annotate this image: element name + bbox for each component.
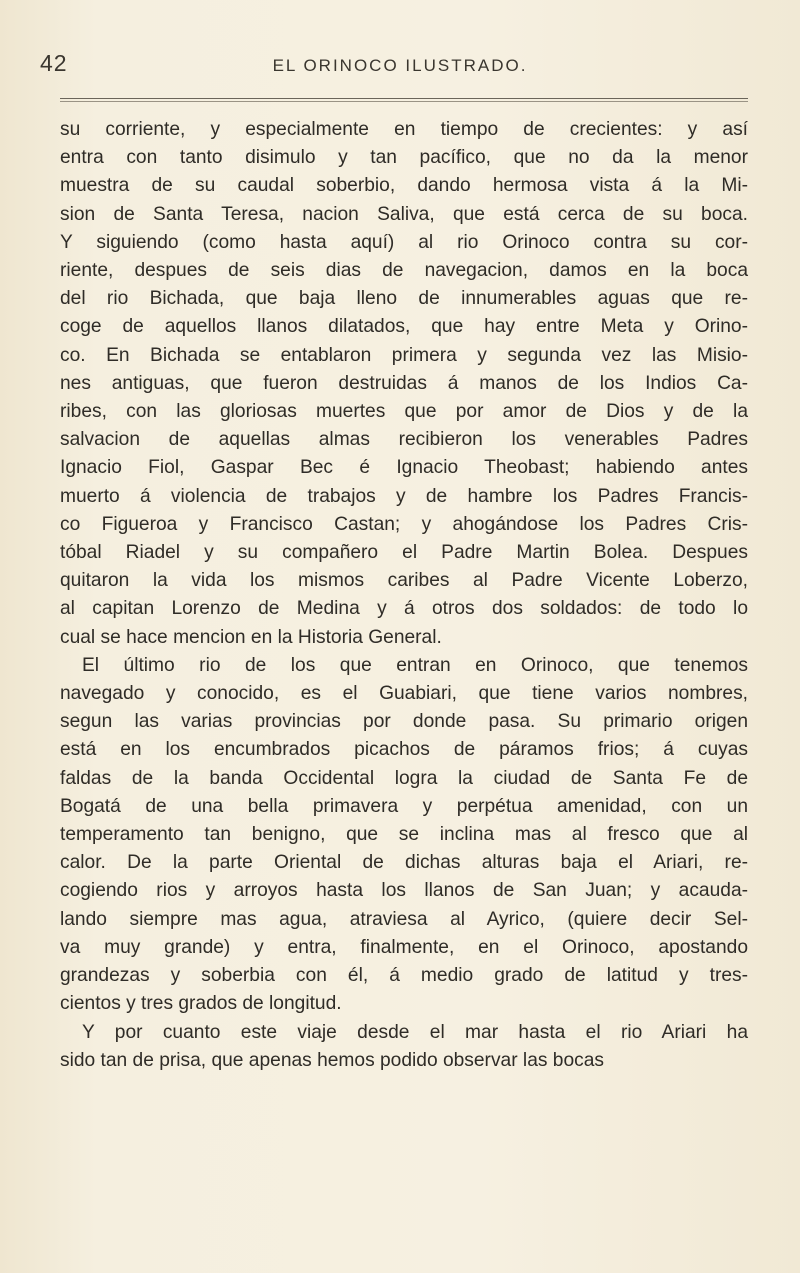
text-line: co Figueroa y Francisco Castan; y ahogándose los Padres Cris- xyxy=(60,513,748,535)
text-line: co. En Bichada se entablaron primera y segunda vez las Misio- xyxy=(60,344,748,366)
text-line: Y por cuanto este viaje desde el mar hasta el rio Ariari ha xyxy=(82,1021,748,1043)
header-rule xyxy=(60,98,748,102)
paragraph xyxy=(60,652,748,1019)
text-line: grandezas y soberbia con él, á medio grado de latitud y tres- xyxy=(60,965,748,987)
text-line: lando siempre mas agua, atraviesa al Ayrico, (quiere decir Sel- xyxy=(60,908,748,930)
text-line: faldas de la banda Occidental logra la ciudad de Santa Fe de xyxy=(60,767,748,789)
text-line: Y siguiendo (como hasta aquí) al rio Orinoco contra su cor- xyxy=(60,231,748,253)
page-header xyxy=(0,46,800,86)
text-line: El último rio de los que entran en Orinoco, que tenemos xyxy=(82,654,748,676)
text-line: Bogatá de una bella primavera y perpétua amenidad, con un xyxy=(60,795,748,817)
text-line: cientos y tres grados de longitud. xyxy=(60,993,342,1015)
text-line: muerto á violencia de trabajos y de hambre los Padres Francis- xyxy=(60,485,748,507)
paragraph xyxy=(60,1019,748,1075)
text-line: salvacion de aquellas almas recibieron los venerables Padres xyxy=(60,429,748,451)
text-line: coge de aquellos llanos dilatados, que hay entre Meta y Orino- xyxy=(60,316,748,338)
text-line: Ignacio Fiol, Gaspar Bec é Ignacio Theobast; habiendo antes xyxy=(60,457,748,479)
text-line: está en los encumbrados picachos de páramos frios; á cuyas xyxy=(60,739,748,761)
text-line: sion de Santa Teresa, nacion Saliva, que está cerca de su boca. xyxy=(60,203,748,225)
text-line: calor. De la parte Oriental de dichas alturas baja el Ariari, re- xyxy=(60,852,748,874)
text-line: navegado y conocido, es el Guabiari, que tiene varios nombres, xyxy=(60,683,748,705)
body-text xyxy=(60,116,748,1075)
text-line: riente, despues de seis dias de navegacion, damos en la boca xyxy=(60,260,748,282)
paragraph-container xyxy=(60,116,748,1075)
text-line: del rio Bichada, que baja lleno de innumerables aguas que re- xyxy=(60,288,748,310)
text-line: va muy grande) y entra, finalmente, en el Orinoco, apostando xyxy=(60,936,748,958)
text-line: quitaron la vida los mismos caribes al Padre Vicente Loberzo, xyxy=(60,570,748,592)
page-number: 42 xyxy=(40,50,68,76)
paragraph xyxy=(60,116,748,652)
text-line: temperamento tan benigno, que se inclina mas al fresco que al xyxy=(60,824,748,846)
text-line: nes antiguas, que fueron destruidas á manos de los Indios Ca- xyxy=(60,372,748,394)
running-title: EL ORINOCO ILUSTRADO. xyxy=(272,56,528,75)
text-line: cogiendo rios y arroyos hasta los llanos de San Juan; y acauda- xyxy=(60,880,748,902)
text-line: sido tan de prisa, que apenas hemos podido observar las bocas xyxy=(60,1049,604,1071)
text-line: su corriente, y especialmente en tiempo de crecientes: y así xyxy=(60,119,748,140)
text-line: al capitan Lorenzo de Medina y á otros dos soldados: de todo lo xyxy=(60,598,748,620)
text-line: entra con tanto disimulo y tan pacífico, que no da la menor xyxy=(60,147,748,169)
text-line: cual se hace mencion en la Historia General. xyxy=(60,626,442,648)
text-line: tóbal Riadel y su compañero el Padre Martin Bolea. Despues xyxy=(60,542,748,564)
text-line: ribes, con las gloriosas muertes que por amor de Dios y de la xyxy=(60,401,748,423)
text-line: muestra de su caudal soberbio, dando hermosa vista á la Mi- xyxy=(60,175,748,197)
text-line: segun las varias provincias por donde pasa. Su primario origen xyxy=(60,711,748,733)
